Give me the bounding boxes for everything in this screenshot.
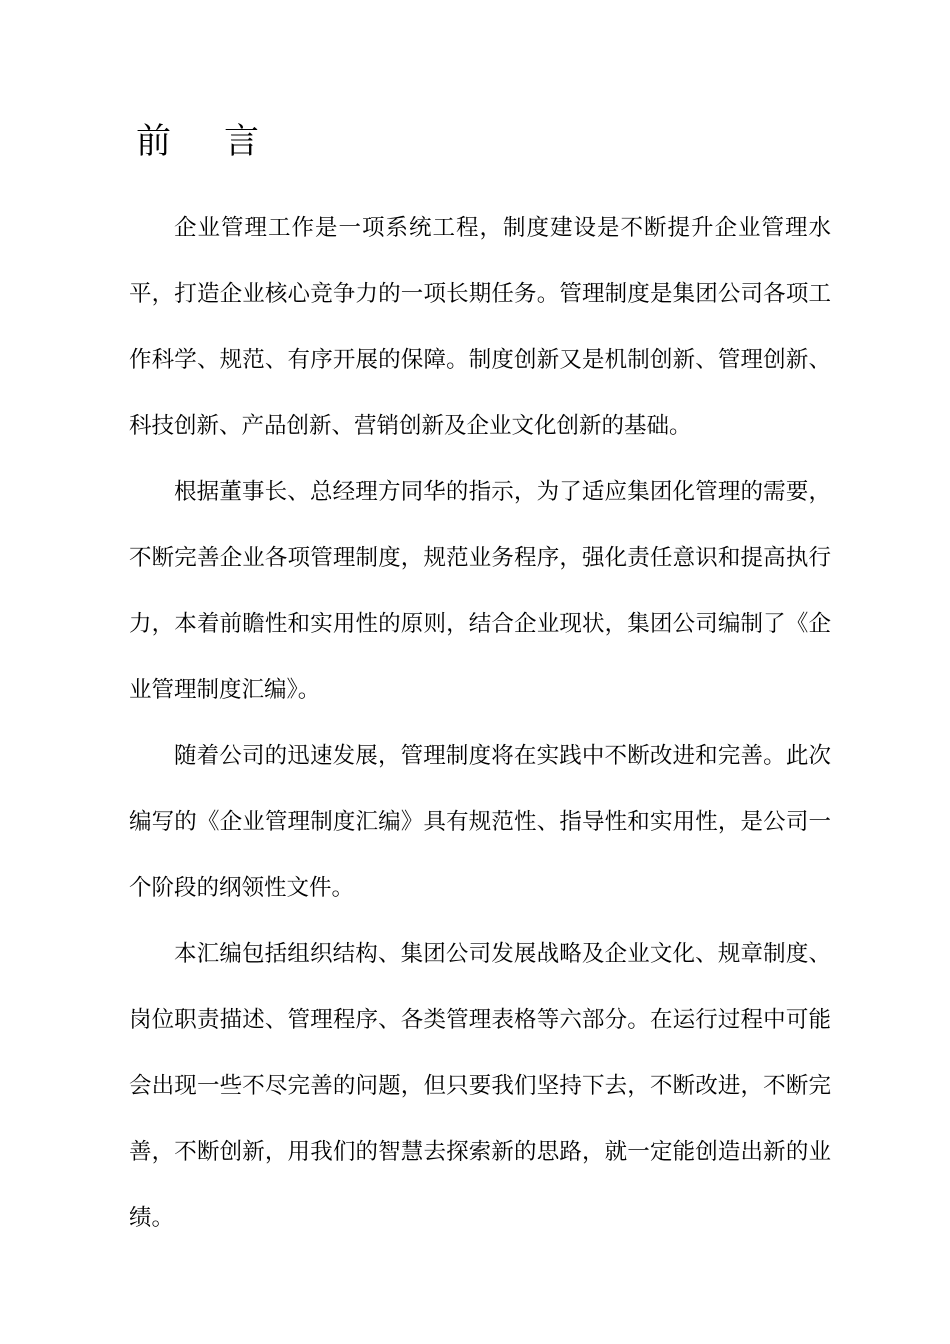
page-title-char-1: 前 (136, 122, 173, 162)
paragraph-4: 本汇编包括组织结构、集团公司发展战略及企业文化、规章制度、岗位职责描述、管理程序、各类管理表格等六部分。在运行过程中可能会出现一些不尽完善的问题，但只要我们坚持下去，不断改进，不断完善，不断创新，用我们的智慧去探索新的思路，就一定能创造出新的业绩。 (129, 941, 831, 1231)
page-title (136, 114, 260, 170)
paragraph-2: 根据董事长、总经理方同华的指示，为了适应集团化管理的需要，不断完善企业各项管理制度，规范业务程序，强化责任意识和提高执行力，本着前瞻性和实用性的原则，结合企业现状，集团公司编制了《企业管理制度汇编》。 (129, 479, 831, 703)
paragraph-1: 企业管理工作是一项系统工程，制度建设是不断提升企业管理水平，打造企业核心竞争力的一项长期任务。管理制度是集团公司各项工作科学、规范、有序开展的保障。制度创新又是机制创新、管理创新、科技创新、产品创新、营销创新及企业文化创新的基础。 (129, 215, 831, 439)
page-title-char-2: 言 (224, 122, 261, 162)
paragraph-3: 随着公司的迅速发展，管理制度将在实践中不断改进和完善。此次编写的《企业管理制度汇编》具有规范性、指导性和实用性，是公司一个阶段的纲领性文件。 (129, 743, 831, 901)
document-body (129, 195, 831, 1251)
